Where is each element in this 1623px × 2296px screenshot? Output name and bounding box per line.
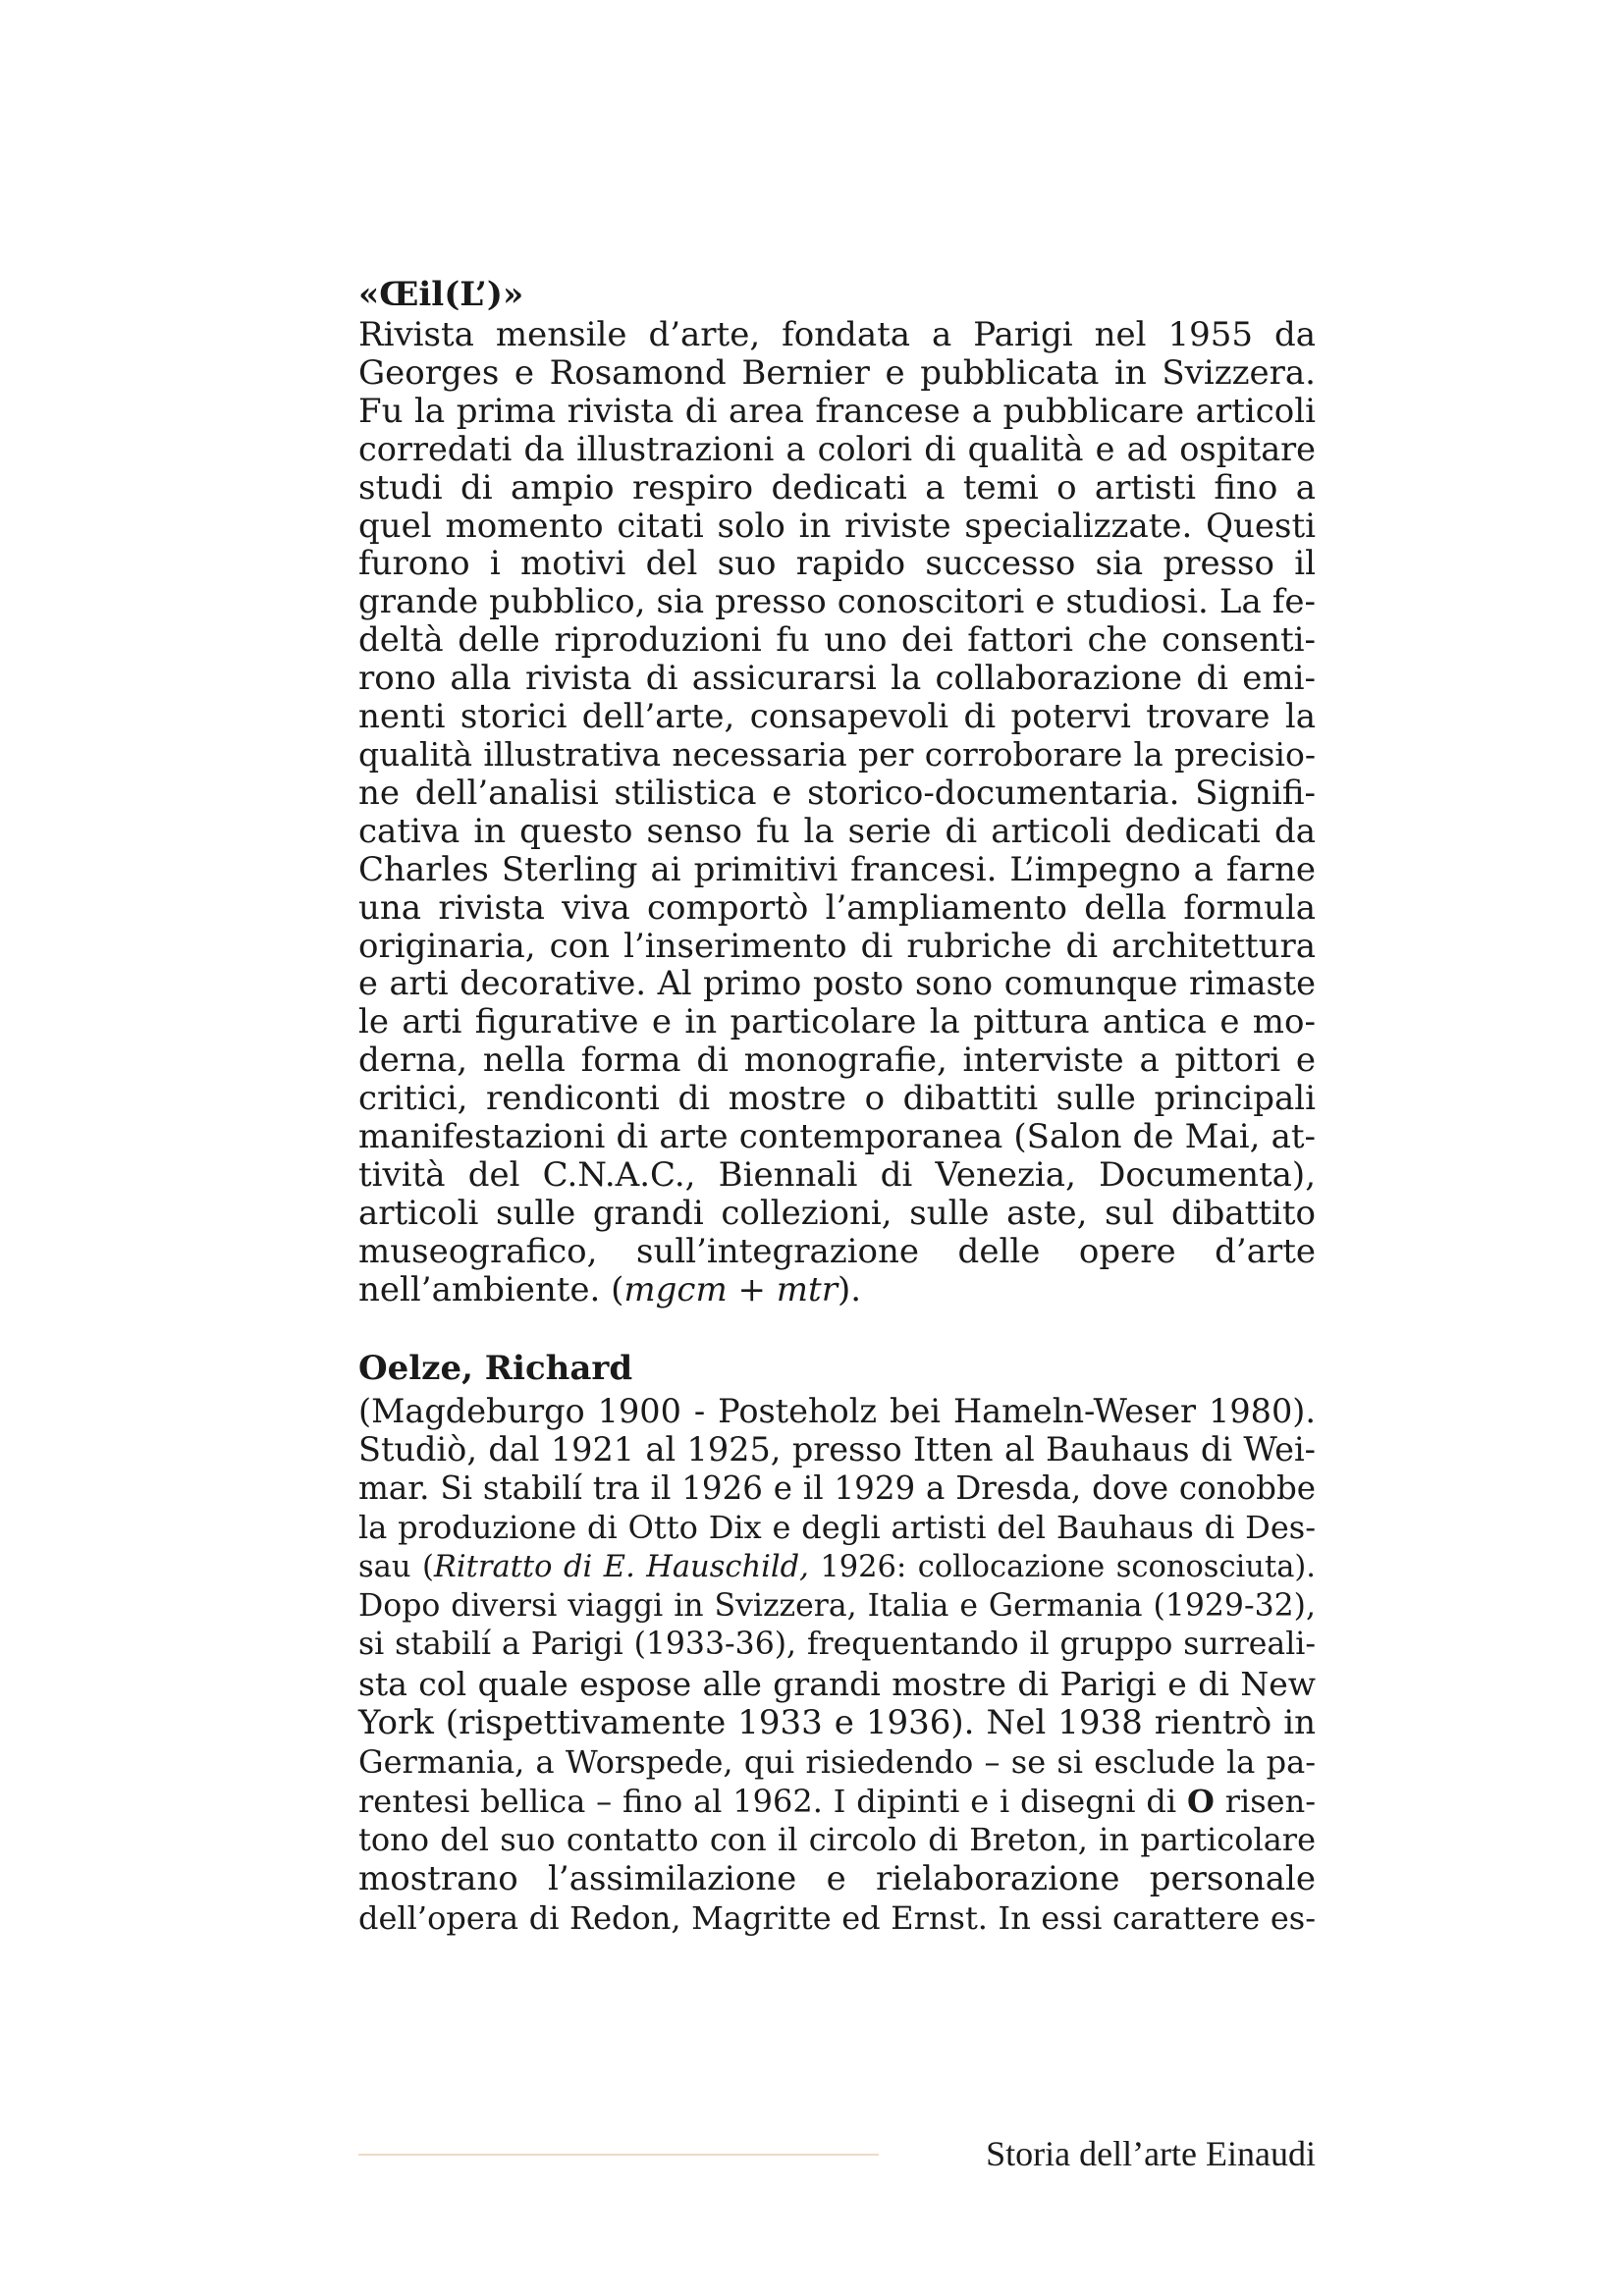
text-line: nenti storici dell’arte, consapevoli di potervi trovare la: [358, 697, 1316, 737]
text-line: le arti figurative e in particolare la pittura antica e mo-: [358, 1002, 1316, 1042]
entry-oeil: [358, 275, 1316, 1309]
text-line: (Magdeburgo 1900 - Posteholz bei Hameln-Weser 1980).: [358, 1391, 1316, 1430]
entry-body: [358, 1392, 1316, 1939]
text-line: Germania, a Worspede, qui risiedendo – se si esclude la pa-: [358, 1742, 1316, 1781]
text-fragment: rentesi bellica – fino al 1962. I dipinti e i disegni di: [358, 1782, 1177, 1820]
text-line: [358, 1783, 1316, 1822]
text-line: si stabilí a Parigi (1933-36), frequentando il gruppo surreali-: [358, 1627, 1316, 1663]
text-line: cativa in questo senso fu la serie di articoli dedicati da: [358, 811, 1316, 851]
text-line: deltà delle riproduzioni fu uno dei fattori che consenti-: [358, 620, 1316, 661]
artwork-title: Ritratto di E. Hauschild,: [433, 1549, 809, 1584]
text-fragment: risen-: [1214, 1782, 1316, 1820]
text-line: Studiò, dal 1921 al 1925, presso Itten al Bauhaus di Wei-: [358, 1430, 1316, 1469]
text-line: tività del C.N.A.C., Biennali di Venezia, Documenta),: [358, 1154, 1316, 1195]
page-footer: [358, 2130, 1316, 2179]
text-line: una rivista viva comportò l’ampliamento della formula: [358, 887, 1316, 928]
text-line: mostrano l’assimilazione e rielaborazione personale: [358, 1859, 1316, 1899]
text-line: derna, nella forma di monografie, interviste a pittori e: [358, 1041, 1316, 1081]
text-line: quel momento citati solo in riviste specializzate. Questi: [358, 506, 1316, 546]
entry-abbrev: O: [1186, 1782, 1215, 1820]
text-line: rono alla rivista di assicurarsi la collaborazione di emi-: [358, 659, 1316, 699]
entry-title: Oelze, Richard: [358, 1348, 633, 1388]
text-line: studi di ampio respiro dedicati a temi o artisti fino a: [358, 467, 1316, 507]
page-content: [358, 275, 1316, 1939]
footer-divider: [358, 2154, 879, 2156]
text-line: [358, 1548, 1316, 1587]
text-line: Fu la prima rivista di area francese a pubblicare articoli: [358, 391, 1316, 431]
text-line: grande pubblico, sia presso conoscitori e studiosi. La fe-: [358, 582, 1316, 622]
text-line: furono i motivi del suo rapido successo sia presso il: [358, 544, 1316, 584]
entry-body: [358, 316, 1316, 1309]
text-line: mar. Si stabilí tra il 1926 e il 1929 a Dresda, dove conobbe: [358, 1469, 1316, 1508]
text-line: originaria, con l’inserimento di rubriche di architettura: [358, 926, 1316, 966]
text-line: Georges e Rosamond Bernier e pubblicata in Svizzera.: [358, 352, 1316, 393]
text-line: la produzione di Otto Dix e degli artisti del Bauhaus di Des-: [358, 1508, 1316, 1546]
entry-title: «Œil(L’)»: [358, 275, 524, 314]
text-fragment: ).: [837, 1269, 862, 1309]
text-line: manifestazioni di arte contemporanea (Salon de Mai, at-: [358, 1117, 1316, 1157]
text-line: e arti decorative. Al primo posto sono comunque rimaste: [358, 964, 1316, 1003]
author-initials: mgcm + mtr: [623, 1269, 838, 1309]
text-line: sta col quale espose alle grandi mostre di Parigi e di New: [358, 1665, 1316, 1704]
publication-title: Storia dell’arte Einaudi: [986, 2134, 1316, 2173]
text-line: dell’opera di Redon, Magritte ed Ernst. In essi carattere es-: [358, 1898, 1316, 1937]
text-line: tono del suo contatto con il circolo di Breton, in particolare: [358, 1821, 1316, 1859]
text-line: corredati da illustrazioni a colori di qualità e ad ospitare: [358, 429, 1316, 468]
text-line: Rivista mensile d’arte, fondata a Parigi nel 1955 da: [358, 315, 1316, 354]
text-line: articoli sulle grandi collezioni, sulle aste, sul dibattito: [358, 1193, 1316, 1233]
text-line: Dopo diversi viaggi in Svizzera, Italia e Germania (1929-32),: [358, 1587, 1316, 1624]
text-line: Charles Sterling ai primitivi francesi. L’impegno a farne: [358, 849, 1316, 889]
text-line: critici, rendiconti di mostre o dibattiti sulle principali: [358, 1079, 1316, 1119]
entry-oelze: [358, 1349, 1316, 1939]
text-fragment: nell’ambiente. (: [358, 1269, 624, 1309]
text-line-last: [358, 1271, 1316, 1309]
text-fragment: 1926: collocazione sconosciuta).: [808, 1549, 1316, 1584]
text-line: qualità illustrativa necessaria per corroborare la precisio-: [358, 734, 1316, 774]
text-fragment: sau (: [358, 1549, 434, 1584]
text-line: ne dell’analisi stilistica e storico-documentaria. Signifi-: [358, 773, 1316, 813]
text-line: York (rispettivamente 1933 e 1936). Nel 1938 rientrò in: [358, 1702, 1316, 1742]
text-line: museografico, sull’integrazione delle opere d’arte: [358, 1231, 1316, 1271]
